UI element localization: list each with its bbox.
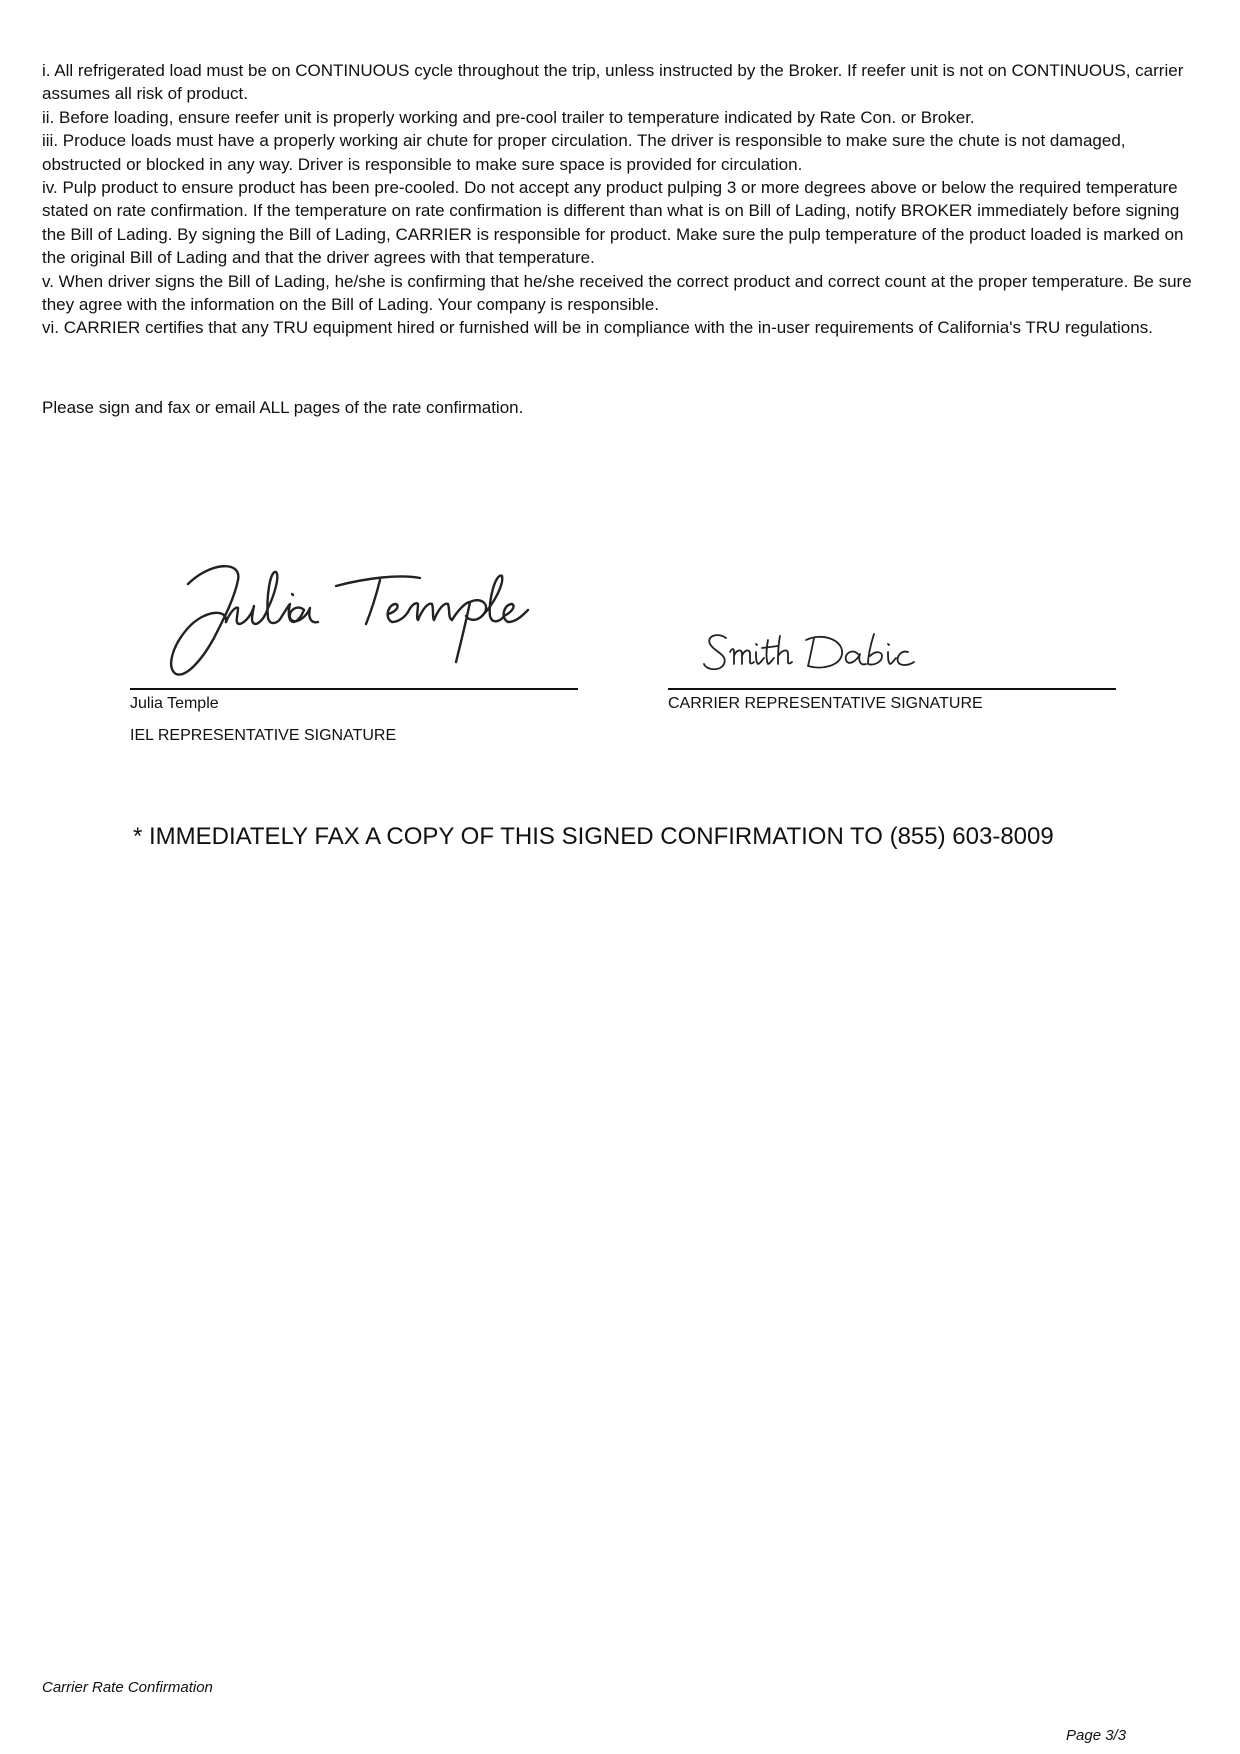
carrier-signature-label: CARRIER REPRESENTATIVE SIGNATURE — [668, 695, 983, 712]
carrier-signature-block — [668, 630, 1118, 712]
term-item-1: i. All refrigerated load must be on CONTINUOUS cycle throughout the trip, unless instructed by the Broker. If reefer unit is not on CONTINUOUS, carrier assumes all risk of product. — [42, 61, 1184, 104]
footer-document-title: Carrier Rate Confirmation — [42, 1679, 213, 1696]
iel-signer-name: Julia Temple — [130, 695, 219, 712]
carrier-handwritten-signature — [698, 630, 958, 680]
signing-instruction: Please sign and fax or email ALL pages of the rate confirmation. — [42, 398, 524, 417]
footer-page-number: Page 3/3 — [1066, 1727, 1127, 1744]
iel-signature-block — [130, 560, 580, 744]
iel-signature-line — [130, 688, 578, 690]
term-item-5: v. When driver signs the Bill of Lading, he/she is confirming that he/she received the correct product and correct count at the proper temperature. Be sure they agree with the information on the Bill of Lading. Your company is responsible. — [42, 271, 1192, 315]
iel-handwritten-signature — [130, 560, 550, 680]
iel-signature-label: IEL REPRESENTATIVE SIGNATURE — [130, 727, 397, 744]
fax-notice: * IMMEDIATELY FAX A COPY OF THIS SIGNED CONFIRMATION TO (855) 603-8009 — [133, 823, 1054, 850]
term-item-6: vi. CARRIER certifies that any TRU equipment hired or furnished will be in compliance with the in-user requirements of California's TRU regulations. — [42, 318, 1153, 338]
term-item-2: ii. Before loading, ensure reefer unit is properly working and pre-cool trailer to temperature indicated by Rate Con. or Broker. — [42, 107, 975, 127]
carrier-signature-line — [668, 688, 1116, 690]
terms-section — [42, 59, 1202, 340]
term-item-4: iv. Pulp product to ensure product has been pre-cooled. Do not accept any product pulping 3 or more degrees above or below the required temperature stated on rate confirmation. If the temperature on rate confirmation is different than what is on Bill of Lading, notify BROKER immediately before signing the Bill of Lading. By signing the Bill of Lading, CARRIER is responsible for product. Make sure the pulp temperature of the product loaded is marked on the original Bill of Lading and that the driver agrees with that temperature. — [42, 178, 1184, 268]
term-item-3: iii. Produce loads must have a properly working air chute for proper circulation. The driver is responsible to make sure the chute is not damaged, obstructed or blocked in any way. Driver is responsible to make sure space is provided for circulation. — [42, 131, 1126, 174]
